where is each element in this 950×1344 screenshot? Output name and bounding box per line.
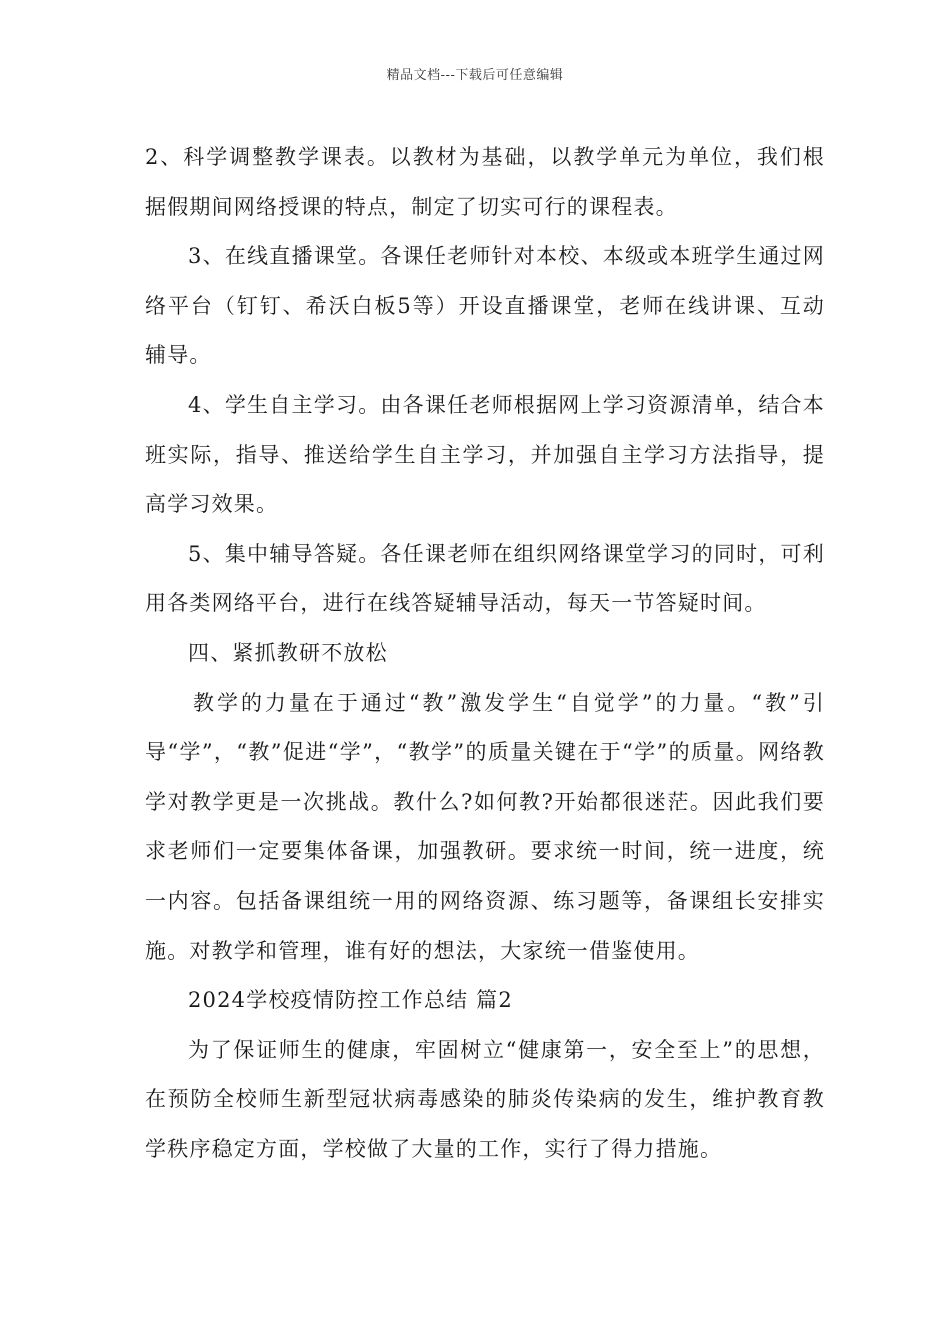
article-title-part2: 2024学校疫情防控工作总结 篇2 [188,988,513,1013]
document-body [145,133,825,1174]
paragraph-self-study: 4、学生自主学习。由各课任老师根据网上学习资源清单，结合本班实际，指导、推送给学生自主学习，并加强自主学习方法指导，提高学习效果。 [145,392,825,517]
paragraph-live-class: 3、在线直播课堂。各课任老师针对本校、本级或本班学生通过网络平台（钉钉、希沃白板5等）开设直播课堂，老师在线讲课、互动辅导。 [145,244,825,368]
paragraph-health-measures: 为了保证师生的健康，牢固树立“健康第一，安全至上”的思想，在预防全校师生新型冠状病毒感染的肺炎传染病的发生，维护教育教学秩序稳定方面，学校做了大量的工作，实行了得力措施。 [145,1037,825,1161]
paragraph-tutoring: 5、集中辅导答疑。各任课老师在组织网络课堂学习的同时，可利用各类网络平台，进行在线答疑辅导活动，每天一节答疑时间。 [145,541,825,616]
section-heading-research: 四、紧抓教研不放松 [188,640,388,665]
paragraph-schedule: 2、科学调整教学课表。以教材为基础，以教学单元为单位，我们根据假期间网络授课的特点，制定了切实可行的课程表。 [145,145,825,219]
page-header: 精品文档---下载后可任意编辑 [386,68,564,83]
paragraph-teaching-research: 教学的力量在于通过“教”激发学生“自觉学”的力量。“教”引导“学”，“教”促进“学”，“教学”的质量关键在于“学”的质量。网络教学对教学更是一次挑战。教什么?如何教?开始都很迷茫。因此我们要求老师们一定要集体备课，加强教研。要求统一时间，统一进度，统一内容。包括备课组统一用的网络资源、练习题等，备课组长安排实施。对教学和管理，谁有好的想法，大家统一借鉴使用。 [145,690,825,963]
